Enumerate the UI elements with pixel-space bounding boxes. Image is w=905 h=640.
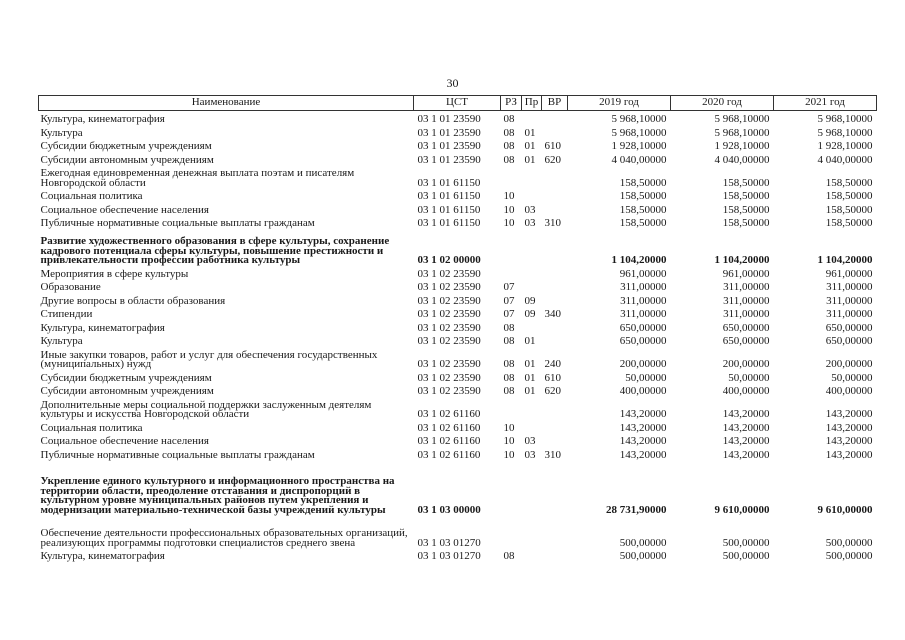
row-pr <box>522 548 542 562</box>
row-value-2020: 200,00000 <box>722 358 770 370</box>
row-value-2021: 311,00000 <box>826 294 873 307</box>
row-name: Социальная политика <box>40 421 143 434</box>
row-value-2020: 158,50000 <box>722 176 770 189</box>
row-pr <box>522 420 542 434</box>
row-vr: 340 <box>544 308 561 320</box>
row-cst: 03 1 02 23590 <box>417 335 481 347</box>
row-name: Стипендии <box>40 308 93 320</box>
row-value-2021: 158,50000 <box>825 203 873 216</box>
row-cst: 03 1 02 23590 <box>417 294 481 307</box>
row-value-2021: 158,50000 <box>825 217 873 229</box>
row-value-2019: 961,00000 <box>619 267 667 280</box>
row-name: Дополнительные меры социальной поддержки заслуженным деятелям культуры и искусства Новгородской области <box>40 398 372 420</box>
table-header-row <box>39 96 877 111</box>
row-vr <box>542 433 568 447</box>
row-vr <box>542 165 568 188</box>
row-value-2020: 4 040,00000 <box>714 153 770 166</box>
row-value-2021: 1 928,10000 <box>817 140 873 152</box>
row-pr <box>522 320 542 334</box>
table-row <box>39 229 877 266</box>
row-value-2020: 50,00000 <box>728 371 770 384</box>
row-rz: 08 <box>503 335 515 347</box>
header-cst: ЦСТ <box>414 96 501 111</box>
row-name: Субсидии автономным учреждениям <box>40 153 214 166</box>
row-value-2020: 311,00000 <box>723 308 770 320</box>
row-value-2021: 143,20000 <box>825 421 873 434</box>
row-pr: 03 <box>524 217 536 229</box>
row-value-2019: 143,20000 <box>619 408 667 420</box>
table-row <box>39 111 877 125</box>
row-value-2020: 143,20000 <box>722 435 770 447</box>
table-row <box>39 266 877 280</box>
row-vr <box>542 293 568 307</box>
row-value-2019: 400,00000 <box>619 385 667 397</box>
table-row <box>39 306 877 320</box>
row-vr: 610 <box>544 140 561 152</box>
row-pr <box>522 515 542 548</box>
row-cst: 03 1 02 23590 <box>417 321 481 334</box>
row-vr <box>542 266 568 280</box>
row-value-2020: 158,50000 <box>722 190 770 202</box>
row-cst: 03 1 02 61160 <box>417 448 481 461</box>
row-value-2021: 158,50000 <box>825 190 873 202</box>
row-name: Субсидии автономным учреждениям <box>40 385 214 397</box>
row-rz: 07 <box>503 308 515 320</box>
table-body <box>39 111 877 562</box>
row-vr: 620 <box>544 153 561 166</box>
row-rz <box>501 266 522 280</box>
table-row <box>39 383 877 397</box>
row-value-2020: 650,00000 <box>722 321 770 334</box>
row-cst: 03 1 02 00000 <box>417 254 481 266</box>
row-cst: 03 1 02 23590 <box>417 281 481 293</box>
row-value-2020: 143,20000 <box>722 448 770 461</box>
row-value-2019: 200,00000 <box>619 358 667 370</box>
row-name: Культура, кинематография <box>40 113 165 125</box>
row-cst: 03 1 02 23590 <box>417 358 481 370</box>
row-name: Иные закупки товаров, работ и услуг для обеспечения государственных (муниципальных) нужд <box>40 348 378 370</box>
row-value-2021: 4 040,00000 <box>817 153 873 166</box>
row-rz: 08 <box>503 321 515 334</box>
row-pr <box>522 188 542 202</box>
row-pr <box>522 279 542 293</box>
table-row <box>39 460 877 515</box>
row-value-2021: 400,00000 <box>825 385 873 397</box>
row-value-2020: 143,20000 <box>722 421 770 434</box>
row-value-2019: 500,00000 <box>619 536 667 549</box>
row-value-2020: 500,00000 <box>722 550 770 562</box>
row-value-2021: 500,00000 <box>825 550 873 562</box>
row-value-2019: 28 731,90000 <box>606 503 667 516</box>
row-pr: 01 <box>524 385 536 397</box>
row-value-2021: 143,20000 <box>825 408 873 420</box>
row-cst: 03 1 01 23590 <box>417 153 481 166</box>
row-value-2019: 1 928,10000 <box>611 140 667 152</box>
row-vr <box>542 279 568 293</box>
row-vr <box>542 333 568 347</box>
row-name: Мероприятия в сфере культуры <box>40 267 189 280</box>
table-row <box>39 215 877 229</box>
row-name: Публичные нормативные социальные выплаты гражданам <box>40 217 315 229</box>
row-value-2020: 5 968,10000 <box>714 113 770 125</box>
row-value-2020: 158,50000 <box>722 203 770 216</box>
row-rz: 10 <box>503 421 515 434</box>
row-value-2019: 158,50000 <box>619 217 667 229</box>
row-rz: 07 <box>503 294 515 307</box>
row-value-2021: 50,00000 <box>831 371 873 384</box>
row-vr <box>542 188 568 202</box>
header-2021: 2021 год <box>774 96 877 111</box>
row-value-2019: 143,20000 <box>619 421 667 434</box>
row-cst: 03 1 01 23590 <box>417 140 481 152</box>
row-cst: 03 1 03 01270 <box>417 550 481 562</box>
row-vr <box>542 397 568 420</box>
table-row <box>39 188 877 202</box>
row-value-2019: 143,20000 <box>619 448 667 461</box>
row-pr: 09 <box>524 294 536 307</box>
row-rz: 08 <box>503 113 515 125</box>
row-vr: 310 <box>544 217 561 229</box>
row-rz: 08 <box>503 550 515 562</box>
header-rz: РЗ <box>501 96 522 111</box>
row-value-2021: 143,20000 <box>825 435 873 447</box>
row-pr: 01 <box>524 153 536 166</box>
row-value-2019: 5 968,10000 <box>611 126 667 139</box>
budget-table <box>38 95 877 562</box>
row-cst: 03 1 01 61150 <box>417 217 481 229</box>
table-row <box>39 125 877 139</box>
row-value-2019: 50,00000 <box>625 371 667 384</box>
row-value-2019: 4 040,00000 <box>611 153 667 166</box>
table-row <box>39 320 877 334</box>
table-row <box>39 397 877 420</box>
header-2019: 2019 год <box>568 96 671 111</box>
row-pr <box>522 460 542 515</box>
row-vr: 240 <box>544 358 561 370</box>
row-rz: 10 <box>503 217 515 229</box>
row-vr <box>542 125 568 139</box>
row-value-2020: 400,00000 <box>722 385 770 397</box>
row-value-2019: 158,50000 <box>619 190 667 202</box>
row-name: Развитие художественного образования в сфере культуры, сохранение кадрового потенциала сферы культуры, повышение престижности и привлекательности профессии работника культуры <box>40 235 390 266</box>
row-vr <box>542 229 568 266</box>
row-value-2021: 650,00000 <box>825 321 873 334</box>
row-value-2019: 1 104,20000 <box>611 254 667 266</box>
row-value-2021: 5 968,10000 <box>817 126 873 139</box>
row-vr: 610 <box>544 371 561 384</box>
row-pr <box>522 266 542 280</box>
table-row <box>39 333 877 347</box>
row-cst: 03 1 02 23590 <box>417 267 481 280</box>
header-pr: Пр <box>522 96 542 111</box>
row-name: Культура <box>40 126 83 139</box>
row-name: Публичные нормативные социальные выплаты гражданам <box>40 448 315 461</box>
row-pr: 01 <box>524 126 536 139</box>
row-rz: 08 <box>503 140 515 152</box>
row-value-2021: 143,20000 <box>825 448 873 461</box>
row-value-2021: 5 968,10000 <box>817 113 873 125</box>
row-value-2021: 200,00000 <box>825 358 873 370</box>
header-name: Наименование <box>39 96 414 111</box>
row-rz: 10 <box>503 190 515 202</box>
table-row <box>39 293 877 307</box>
row-vr <box>542 548 568 562</box>
row-cst: 03 1 01 23590 <box>417 126 481 139</box>
row-pr: 01 <box>524 335 536 347</box>
row-pr: 09 <box>524 308 536 320</box>
row-name: Образование <box>40 281 101 293</box>
row-value-2019: 311,00000 <box>620 308 667 320</box>
row-pr <box>522 397 542 420</box>
row-vr <box>542 320 568 334</box>
row-rz: 08 <box>503 126 515 139</box>
row-value-2019: 5 968,10000 <box>611 113 667 125</box>
row-value-2019: 500,00000 <box>619 550 667 562</box>
row-rz: 08 <box>503 153 515 166</box>
row-cst: 03 1 02 23590 <box>417 385 481 397</box>
row-pr <box>522 165 542 188</box>
row-rz <box>501 229 522 266</box>
row-value-2020: 961,00000 <box>722 267 770 280</box>
row-pr: 03 <box>524 203 536 216</box>
row-name: Социальная политика <box>40 190 143 202</box>
row-rz <box>501 460 522 515</box>
row-pr: 01 <box>524 140 536 152</box>
table-row <box>39 447 877 461</box>
row-value-2019: 158,50000 <box>619 203 667 216</box>
table-row <box>39 515 877 548</box>
row-name: Субсидии бюджетным учреждениям <box>40 371 212 384</box>
row-name: Обеспечение деятельности профессиональных образовательных организаций, реализующих программы подготовки специалистов среднего звена <box>40 527 408 549</box>
table-row <box>39 138 877 152</box>
row-rz: 10 <box>503 435 515 447</box>
row-name: Социальное обеспечение населения <box>40 203 209 216</box>
table-row <box>39 433 877 447</box>
row-pr <box>522 111 542 125</box>
row-name: Культура <box>40 335 83 347</box>
row-name: Другие вопросы в области образования <box>40 294 226 307</box>
row-value-2019: 650,00000 <box>619 321 667 334</box>
row-cst: 03 1 02 61160 <box>417 435 481 447</box>
row-value-2020: 9 610,00000 <box>714 503 770 516</box>
row-pr: 01 <box>524 358 536 370</box>
table-row <box>39 165 877 188</box>
row-vr <box>542 202 568 216</box>
table-row <box>39 152 877 166</box>
row-vr <box>542 420 568 434</box>
row-name: Социальное обеспечение населения <box>40 435 209 447</box>
row-value-2021: 311,00000 <box>826 281 873 293</box>
table-row <box>39 548 877 562</box>
row-cst: 03 1 02 23590 <box>417 371 481 384</box>
row-cst: 03 1 02 61160 <box>417 408 481 420</box>
row-cst: 03 1 02 23590 <box>417 308 481 320</box>
row-value-2019: 311,00000 <box>620 281 667 293</box>
row-value-2021: 650,00000 <box>825 335 873 347</box>
row-value-2020: 311,00000 <box>723 294 770 307</box>
row-rz: 10 <box>503 203 515 216</box>
row-value-2020: 1 104,20000 <box>714 254 770 266</box>
row-rz <box>501 515 522 548</box>
row-pr: 01 <box>524 371 536 384</box>
row-cst: 03 1 03 01270 <box>417 536 481 549</box>
row-pr: 03 <box>524 435 536 447</box>
row-pr: 03 <box>524 448 536 461</box>
row-value-2021: 500,00000 <box>825 536 873 549</box>
row-value-2020: 5 968,10000 <box>714 126 770 139</box>
header-vr: ВР <box>542 96 568 111</box>
row-vr <box>542 515 568 548</box>
row-value-2021: 311,00000 <box>826 308 873 320</box>
row-cst: 03 1 01 61150 <box>417 190 481 202</box>
row-value-2020: 1 928,10000 <box>714 140 770 152</box>
row-rz <box>501 165 522 188</box>
row-name: Культура, кинематография <box>40 550 165 562</box>
row-cst: 03 1 01 23590 <box>417 113 481 125</box>
row-name: Субсидии бюджетным учреждениям <box>40 140 212 152</box>
table-row <box>39 370 877 384</box>
table-row <box>39 420 877 434</box>
row-value-2019: 158,50000 <box>619 176 667 189</box>
row-name: Ежегодная единовременная денежная выплата поэтам и писателям Новгородской области <box>40 167 355 189</box>
table-row <box>39 202 877 216</box>
row-vr <box>542 460 568 515</box>
row-rz: 07 <box>503 281 515 293</box>
row-name: Укрепление единого культурного и информационного пространства на территории области, преодоление отставания и диспропорций в культурном уровне муниципальных районов путем укрепления и модернизации материально-технической базы учреждений культуры <box>40 475 395 516</box>
row-value-2019: 143,20000 <box>619 435 667 447</box>
header-2020: 2020 год <box>671 96 774 111</box>
row-value-2021: 158,50000 <box>825 176 873 189</box>
row-vr <box>542 111 568 125</box>
row-rz: 08 <box>503 385 515 397</box>
row-vr: 620 <box>544 385 561 397</box>
row-value-2020: 311,00000 <box>723 281 770 293</box>
row-value-2021: 961,00000 <box>825 267 873 280</box>
row-cst: 03 1 03 00000 <box>417 503 481 516</box>
row-value-2020: 158,50000 <box>722 217 770 229</box>
row-cst: 03 1 01 61150 <box>417 203 481 216</box>
row-value-2020: 143,20000 <box>722 408 770 420</box>
row-value-2021: 9 610,00000 <box>817 503 873 516</box>
row-cst: 03 1 02 61160 <box>417 421 481 434</box>
page-number: 30 <box>446 76 459 90</box>
row-value-2019: 311,00000 <box>620 294 667 307</box>
row-value-2020: 500,00000 <box>722 536 770 549</box>
row-rz: 08 <box>503 358 515 370</box>
row-cst: 03 1 01 61150 <box>417 176 481 189</box>
row-pr <box>522 229 542 266</box>
row-rz: 08 <box>503 371 515 384</box>
row-vr: 310 <box>544 448 561 461</box>
row-value-2020: 650,00000 <box>722 335 770 347</box>
row-rz: 10 <box>503 448 515 461</box>
row-rz <box>501 397 522 420</box>
row-name: Культура, кинематография <box>40 321 165 334</box>
table-row <box>39 347 877 370</box>
row-value-2019: 650,00000 <box>619 335 667 347</box>
table-row <box>39 279 877 293</box>
row-value-2021: 1 104,20000 <box>817 254 873 266</box>
